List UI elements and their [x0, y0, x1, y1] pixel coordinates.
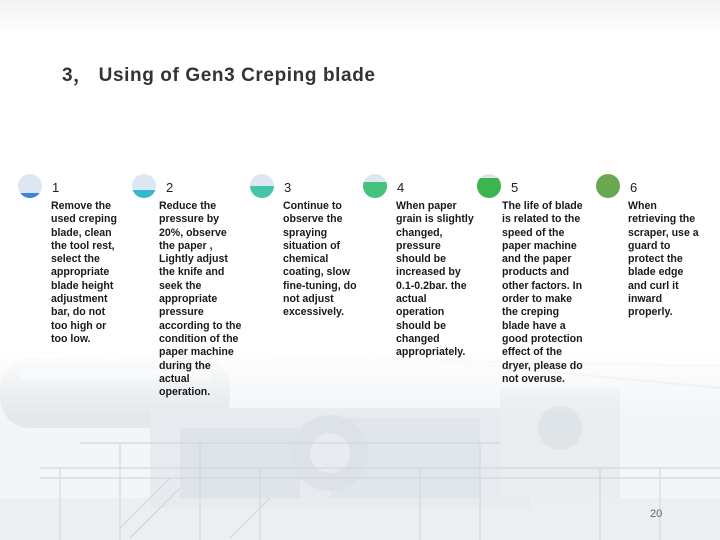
step-1-progress-circle-icon [18, 174, 42, 198]
step-3-circle-fill [250, 186, 274, 198]
slide-title: 3， Using of Gen3 Creping blade [62, 65, 376, 86]
step-5-number: 5 [511, 180, 519, 195]
step-5-progress-circle-icon [477, 174, 501, 198]
step-1-number: 1 [52, 180, 60, 195]
step-4-circle-fill [363, 182, 387, 198]
step-2-progress-circle-icon [132, 174, 156, 198]
step-6-progress-circle-icon [596, 174, 620, 198]
step-5-circle-fill [477, 178, 501, 198]
step-4-progress-circle-icon [363, 174, 387, 198]
step-1-text: Remove the used creping blade, clean the tool rest, select the appropriate blade height adjustment bar, do not too high or too low. [51, 200, 117, 345]
step-6-number: 6 [630, 180, 638, 195]
step-3-text: Continue to observe the spraying situation of chemical coating, slow fine-tuning, do not adjust excessively. [283, 200, 357, 319]
step-2-text: Reduce the pressure by 20%, observe the paper , Lightly adjust the knife and seek the appropriate pressure according to the condition of the paper machine during the actual operation. [159, 200, 242, 399]
step-4-number: 4 [397, 180, 405, 195]
top-band [0, 0, 720, 36]
step-6-circle-fill [596, 174, 620, 198]
step-5-text: The life of blade is related to the speed of the paper machine and the paper products and other factors. In order to make the creping blade have a good protection effect of the dryer, please do not overuse. [502, 200, 583, 385]
step-2-circle-fill [132, 190, 156, 198]
page-number: 20 [650, 508, 663, 520]
step-4-text: When paper grain is slightly changed, pressure should be increased by 0.1-0.2bar. the actual operation should be changed appropriately. [396, 200, 474, 359]
step-1-circle-fill [18, 193, 42, 198]
paper-machine-background-image [0, 348, 720, 540]
step-2-number: 2 [166, 180, 174, 195]
step-3-progress-circle-icon [250, 174, 274, 198]
step-3-number: 3 [284, 180, 292, 195]
step-6-text: When retrieving the scraper, use a guard to protect the blade edge and curl it inward properly. [628, 200, 699, 319]
